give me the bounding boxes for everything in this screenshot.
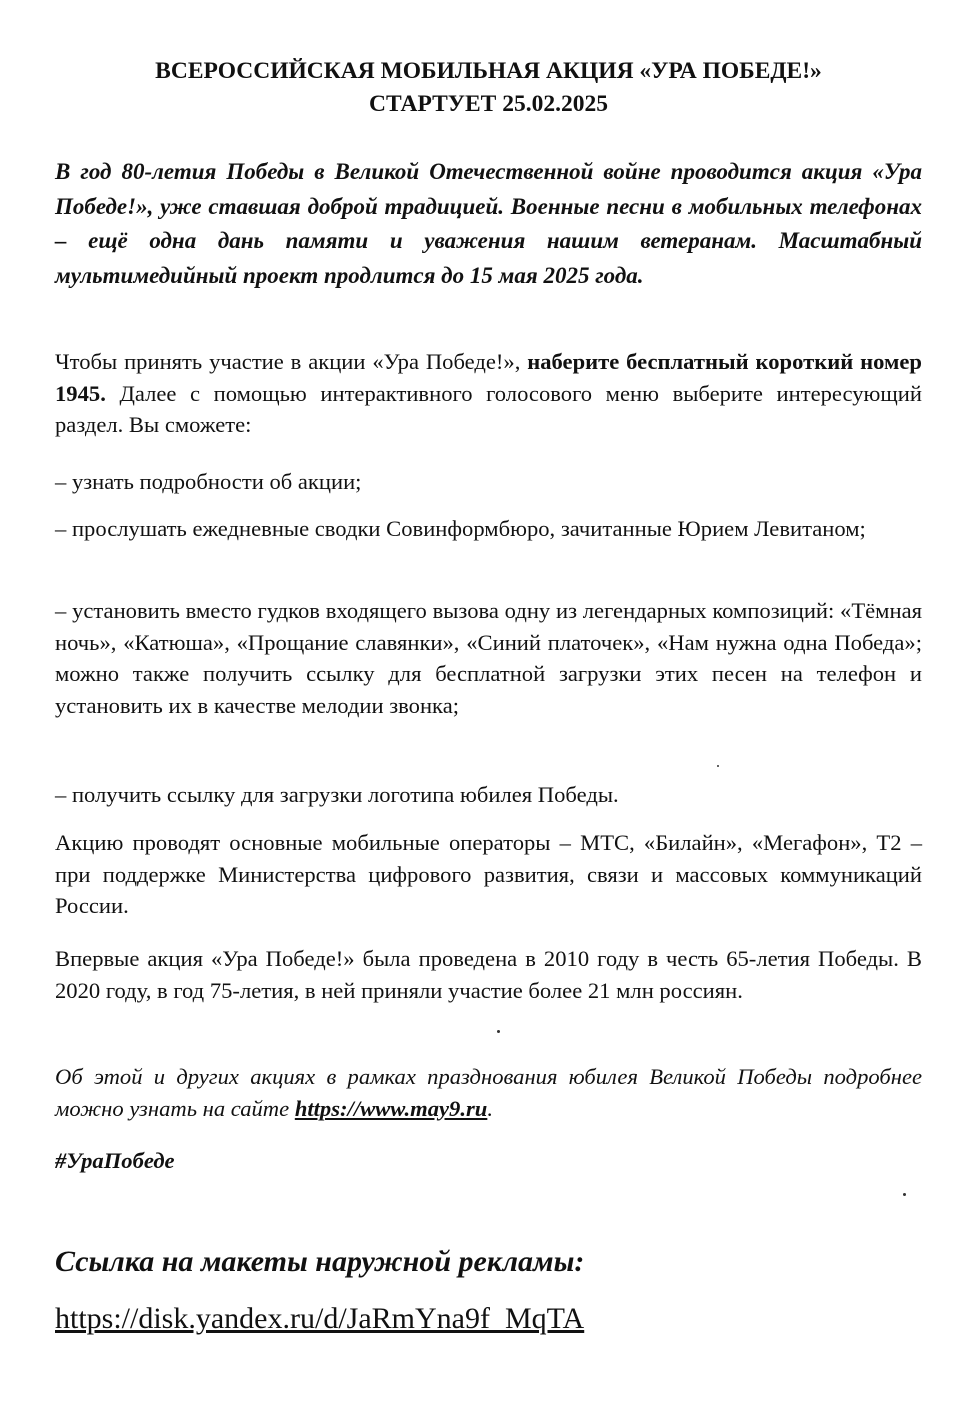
intro-paragraph — [55, 346, 922, 441]
list-item-ringtones: – установить вместо гудков входящего вызова одну из легендарных композиций: «Тёмная ночь», «Катюша», «Прощание славянки», «Синий платочек», «Нам нужна одна Победа»; можно также получить ссылку для бесплатной загрузки этих песен на телефон и установить их в качестве мелодии звонка; — [55, 598, 922, 718]
scan-speck — [717, 765, 719, 767]
list-item-logo: – получить ссылку для загрузки логотипа юбилея Победы. — [55, 782, 619, 807]
lead-paragraph: В год 80-летия Победы в Великой Отечественной войне проводится акция «Ура Победе!», уже ставшая доброй традицией. Военные песни в мобильных телефонах – ещё одна дань памяти и уважения нашим ветеранам. Масштабный мультимедийный проект продлится до 15 мая 2025 года. — [55, 159, 922, 288]
scan-speck — [497, 1030, 500, 1033]
list-item-sovinformburo: – прослушать ежедневные сводки Совинформбюро, зачитанные Юрием Левитаном; — [55, 516, 866, 541]
intro-text-start: Чтобы принять участие в акции «Ура Победе!», — [55, 349, 528, 374]
ads-title: Ссылка на макеты наружной рекламы: — [55, 1245, 585, 1278]
more-info-end: . — [487, 1096, 493, 1121]
list-item-details: – узнать подробности об акции; — [55, 469, 362, 494]
title-line-1: ВСЕРОССИЙСКАЯ МОБИЛЬНАЯ АКЦИЯ «УРА ПОБЕДЕ!» — [155, 58, 822, 84]
intro-phone-number: наберите бесплатный короткий номер 1945. — [55, 349, 922, 406]
hashtag: #УраПобеде — [55, 1148, 175, 1173]
history-paragraph: Впервые акция «Ура Победе!» была проведена в 2010 году в честь 65-летия Победы. В 2020 году, в год 75-летия, в ней приняли участие более 21 млн россиян. — [55, 946, 922, 1003]
intro-text-end: Далее с помощью интерактивного голосового меню выберите интересующий раздел. Вы сможете: — [55, 380, 922, 437]
ads-link[interactable]: https://disk.yandex.ru/d/JaRmYna9f_MqTA — [55, 1302, 585, 1335]
title-line-2: СТАРТУЕТ 25.02.2025 — [369, 91, 608, 117]
more-info-text: Об этой и других акциях в рамках празднования юбилея Великой Победы подробнее можно узнать на сайте — [55, 1064, 922, 1121]
more-info-paragraph — [55, 1061, 922, 1125]
scan-speck — [903, 1193, 906, 1196]
site-link[interactable]: https://www.may9.ru — [294, 1096, 488, 1121]
operators-paragraph: Акцию проводят основные мобильные операторы – МТС, «Билайн», «Мегафон», Т2 – при поддержке Министерства цифрового развития, связи и массовых коммуникаций России. — [55, 830, 922, 918]
document-title — [55, 55, 922, 121]
